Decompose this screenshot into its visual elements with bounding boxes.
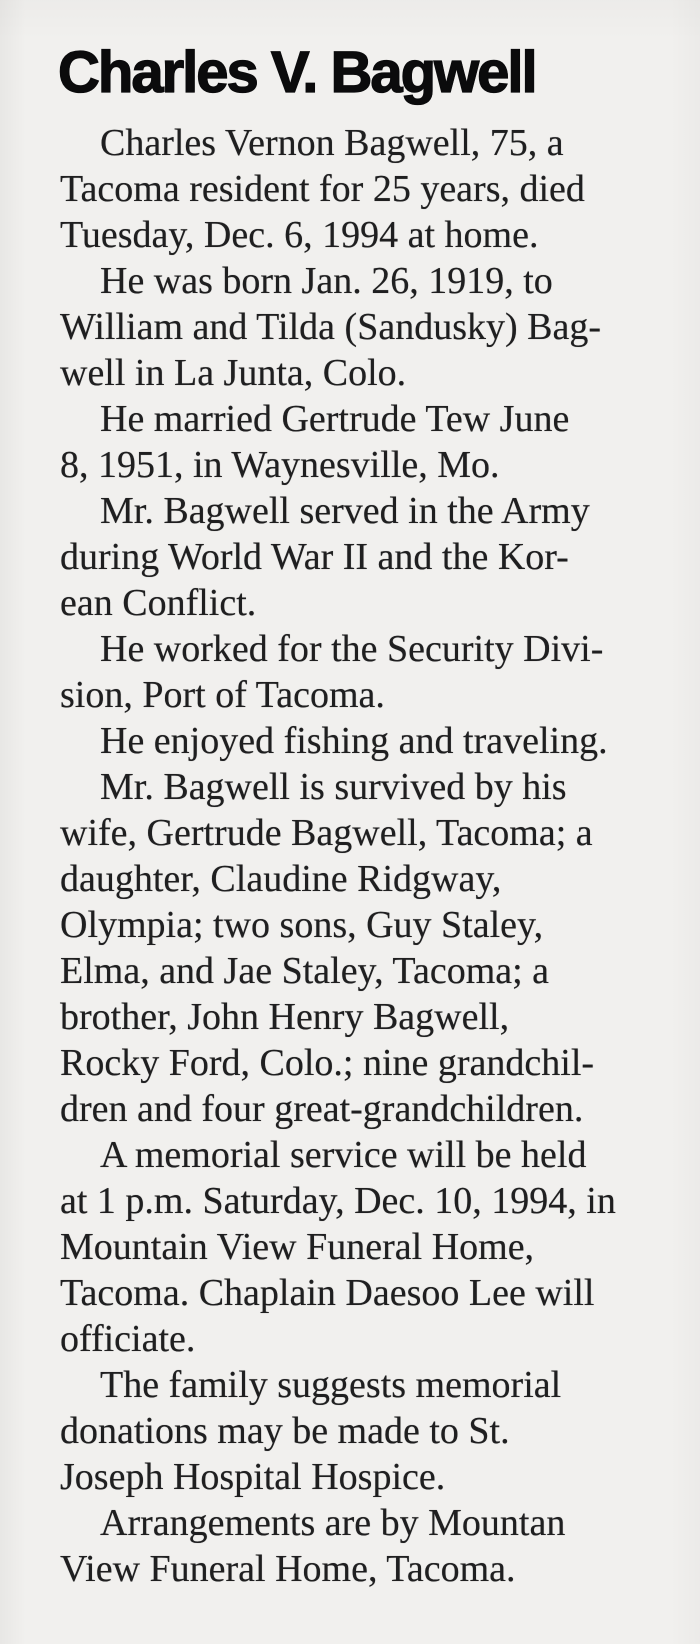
obituary-body <box>60 120 684 1592</box>
text-line: William and Tilda (Sandusky) Bag- <box>60 306 601 348</box>
text-line: well in La Junta, Colo. <box>60 352 407 394</box>
text-line: brother, John Henry Bagwell, <box>60 996 510 1038</box>
text-line: Tuesday, Dec. 6, 1994 at home. <box>60 214 539 256</box>
text-line: Mr. Bagwell served in the Army <box>100 490 590 532</box>
paragraph-arrangements <box>60 1500 684 1592</box>
text-line: during World War II and the Kor- <box>60 536 569 578</box>
paragraph-survivors <box>60 764 684 1132</box>
text-line: wife, Gertrude Bagwell, Tacoma; a <box>60 812 593 854</box>
text-line: donations may be made to St. <box>60 1410 510 1452</box>
text-line: 8, 1951, in Waynesville, Mo. <box>60 444 500 486</box>
text-line: Tacoma resident for 25 years, died <box>60 168 585 210</box>
text-line: Rocky Ford, Colo.; nine grandchil- <box>60 1042 595 1084</box>
paragraph-marriage <box>60 396 684 488</box>
text-line: at 1 p.m. Saturday, Dec. 10, 1994, in <box>60 1180 616 1222</box>
text-line: View Funeral Home, Tacoma. <box>60 1548 516 1590</box>
text-line: A memorial service will be held <box>100 1134 587 1176</box>
text-line: Mr. Bagwell is survived by his <box>100 766 567 808</box>
paragraph-work <box>60 626 684 718</box>
text-line: Mountain View Funeral Home, <box>60 1226 535 1268</box>
text-line: Elma, and Jae Staley, Tacoma; a <box>60 950 550 992</box>
paragraph-birth <box>60 258 684 396</box>
text-line: daughter, Claudine Ridgway, <box>60 858 502 900</box>
text-line: Tacoma. Chaplain Daesoo Lee will <box>60 1272 595 1314</box>
text-line: Charles Vernon Bagwell, 75, a <box>100 122 564 164</box>
text-line: officiate. <box>60 1318 196 1360</box>
paragraph-donations <box>60 1362 684 1500</box>
text-line: He married Gertrude Tew June <box>100 398 570 440</box>
obituary-title: Charles V. Bagwell <box>58 40 536 105</box>
text-line: Arrangements are by Mountan <box>100 1502 566 1544</box>
text-line: dren and four great-grandchildren. <box>60 1088 584 1130</box>
text-line: sion, Port of Tacoma. <box>60 674 385 716</box>
text-line: The family suggests memorial <box>100 1364 562 1406</box>
paragraph-military <box>60 488 684 626</box>
text-line: Joseph Hospital Hospice. <box>60 1456 446 1498</box>
text-line: ean Conflict. <box>60 582 257 624</box>
paragraph-intro <box>60 120 684 258</box>
text-line: He was born Jan. 26, 1919, to <box>100 260 553 302</box>
paragraph-service <box>60 1132 684 1362</box>
text-line: Olympia; two sons, Guy Staley, <box>60 904 544 946</box>
paragraph-hobbies <box>60 718 684 764</box>
text-line: He enjoyed fishing and traveling. <box>100 720 608 762</box>
text-line: He worked for the Security Divi- <box>100 628 604 670</box>
